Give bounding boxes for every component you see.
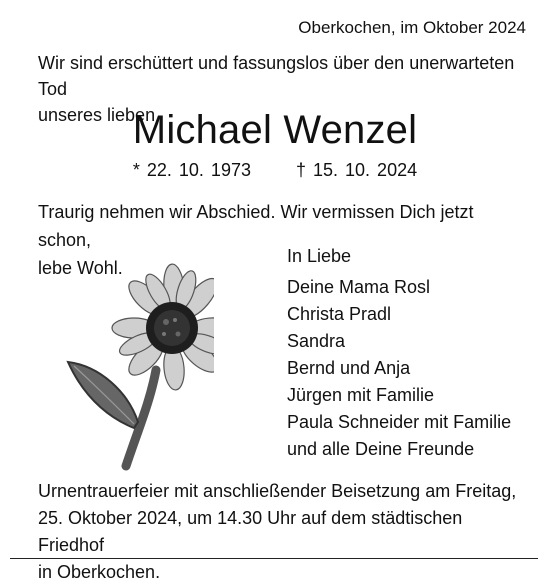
intro-line: Wir sind erschüttert und fassungslos über den unerwarteten Tod <box>38 53 515 99</box>
mourner-name: und alle Deine Freunde <box>287 439 475 459</box>
service-notice <box>38 478 528 586</box>
mourner-name: Deine Mama Rosl <box>287 277 431 297</box>
mourner-name: Sandra <box>287 331 346 351</box>
mourners-heading: In Liebe <box>287 246 352 266</box>
mourner-name: Christa Pradl <box>287 304 392 324</box>
intro-line: unseres lieben <box>38 105 156 125</box>
deceased-name: Michael Wenzel <box>132 108 418 152</box>
notice-line: Urnentrauerfeier mit anschließender Beisetzung am Freitag, <box>38 481 517 501</box>
mourners-list <box>287 274 511 463</box>
farewell-line: lebe Wohl. <box>38 258 123 278</box>
place-date: Oberkochen, im Oktober 2024 <box>298 18 526 37</box>
birth-date: * 22. 10. 1973 <box>132 160 251 180</box>
sunflower-icon <box>34 252 214 472</box>
farewell-line: Traurig nehmen wir Abschied. Wir vermissen Dich jetzt schon, <box>38 202 474 250</box>
mourner-name: Paula Schneider mit Familie <box>287 412 512 432</box>
notice-line: 25. Oktober 2024, um 14.30 Uhr auf dem städtischen Friedhof <box>38 508 463 555</box>
notice-line: in Oberkochen. <box>38 562 161 582</box>
death-date: † 15. 10. 2024 <box>296 160 418 180</box>
mourner-name: Jürgen mit Familie <box>287 385 435 405</box>
life-dates <box>0 160 550 181</box>
mourner-name: Bernd und Anja <box>287 358 411 378</box>
